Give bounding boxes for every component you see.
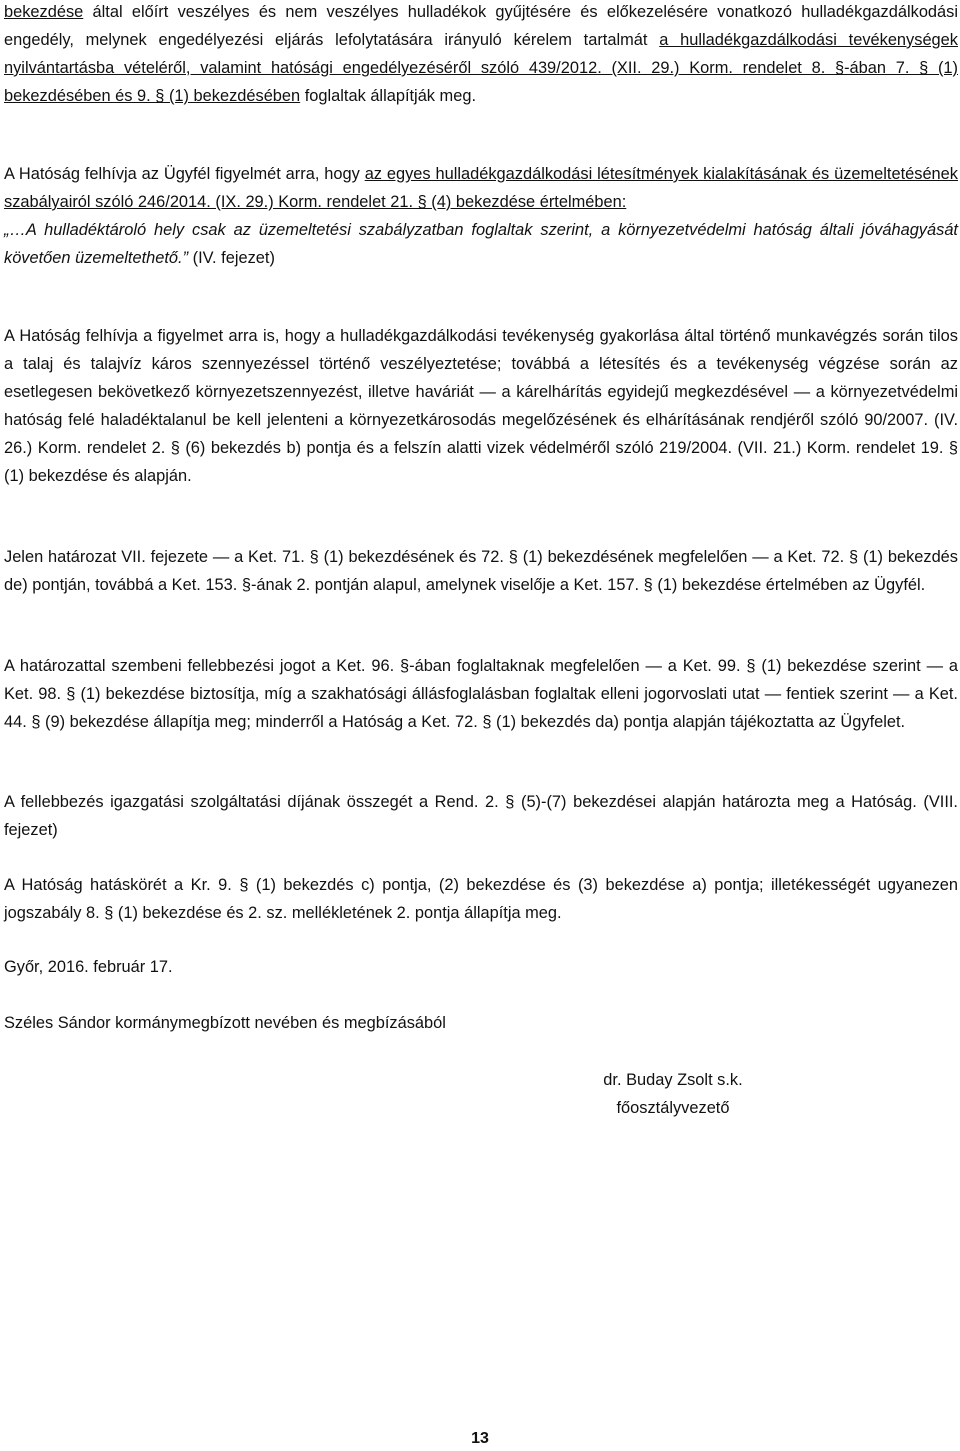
paragraph-waste-permit bbox=[4, 0, 958, 110]
signatory-name: dr. Buday Zsolt s.k. bbox=[603, 1071, 743, 1089]
underlined-reference: a hulladékgazdálkodási tevékenységek nyilvántartásba vételéről, valamint hatósági engedélyezéséről szóló 439/2012. (XII. 29.) Korm. rendelet 8. §-ában 7. § (1) bekezdésében és 9. § (1) bekezdésében bbox=[4, 31, 958, 105]
paragraph-chapter-vii: Jelen határozat VII. fejezete — a Ket. 71. § (1) bekezdésének és 72. § (1) bekezdésének megfelelően — a Ket. 72. § (1) bekezdés de) pontján, továbbá a Ket. 153. §-ának 2. pontján alapul, amelynek viselője a Ket. 157. § (1) bekezdése értelmében az Ügyfél. bbox=[4, 548, 958, 594]
underlined-reference: az egyes hulladékgazdálkodási létesítmények kialakításának és üzemeltetésének szabályairól szóló 246/2014. (IX. 29.) Korm. rendelet 21. § (4) bekezdése értelmében: bbox=[4, 165, 958, 211]
paragraph-text: foglaltak állapítják meg. bbox=[300, 87, 476, 105]
paragraph-text: A Hatóság felhívja az Ügyfél figyelmét arra, hogy bbox=[4, 165, 365, 183]
paragraph-pollution-notice: A Hatóság felhívja a figyelmet arra is, hogy a hulladékgazdálkodási tevékenység gyakorlása által történő munkavégzés során tilos a talaj és talajvíz káros szennyezéssel történő veszélyeztetése; továbbá a létesítés és a tevékenység végzése során az esetlegesen bekövetkező környezetszennyezést, illetve haváriát — a kárelhárítás egyidejű megkezdésével — a környezetvédelmi hatóság felé haladéktalanul be kell jelenteni a környezetkárosodás megelőzésének és elhárításának rendjéről szóló 90/2007. (IV. 26.) Korm. rendelet 2. § (6) bekezdés b) pontja és a felszín alatti vizek védelméről szóló 219/2004. (VII. 21.) Korm. rendelet 19. § (1) bekezdése és alapján. bbox=[4, 327, 958, 485]
signatory-title: főosztályvezető bbox=[616, 1099, 730, 1117]
paragraph-appeal-fee: A fellebbezés igazgatási szolgáltatási díjának összegét a Rend. 2. § (5)-(7) bekezdései alapján határozta meg a Hatóság. (VIII. fejezet) bbox=[4, 793, 958, 839]
paragraph-appeal-rights: A határozattal szembeni fellebbezési jogot a Ket. 96. §-ában foglaltaknak megfelelően — a Ket. 99. § (1) bekezdése szerint — a Ket. 98. § (1) bekezdése biztosítja, míg a szakhatósági állásfoglalásban foglaltak elleni jogorvoslati utat — fentiek szerint — a Ket. 44. § (9) bekezdése állapítja meg; minderről a Hatóság a Ket. 72. § (1) bekezdés da) pontja alapján tájékoztatta az Ügyfelet. bbox=[4, 657, 958, 731]
paragraph-text: által előírt veszélyes és nem veszélyes hulladékok gyűjtésére és előkezelésére vonatkozó hulladékgazdálkodási engedély, melynek engedélyezési eljárás lefolytatására irányuló kérelem tartalmát bbox=[4, 3, 958, 49]
delegation-line: Széles Sándor kormánymegbízott nevében és megbízásából bbox=[4, 1014, 446, 1032]
paragraph-operating-rules bbox=[4, 160, 958, 272]
italic-quote: „…A hulladéktároló hely csak az üzemeltetési szabályzatban foglaltak szerint, a környezetvédelmi hatóság általi jóváhagyását követően üzemeltethető.” bbox=[4, 221, 958, 267]
page-number: 13 bbox=[471, 1430, 489, 1447]
place-date: Győr, 2016. február 17. bbox=[4, 958, 173, 976]
underlined-reference: bekezdése bbox=[4, 3, 84, 21]
signature-block bbox=[563, 1066, 783, 1122]
paragraph-text: (IV. fejezet) bbox=[188, 249, 275, 267]
paragraph-competence: A Hatóság hatáskörét a Kr. 9. § (1) bekezdés c) pontja, (2) bekezdése és (3) bekezdése a) pontja; illetékességét ugyanezen jogszabály 8. § (1) bekezdése és 2. sz. mellékletének 2. pontja állapítja meg. bbox=[4, 876, 958, 922]
